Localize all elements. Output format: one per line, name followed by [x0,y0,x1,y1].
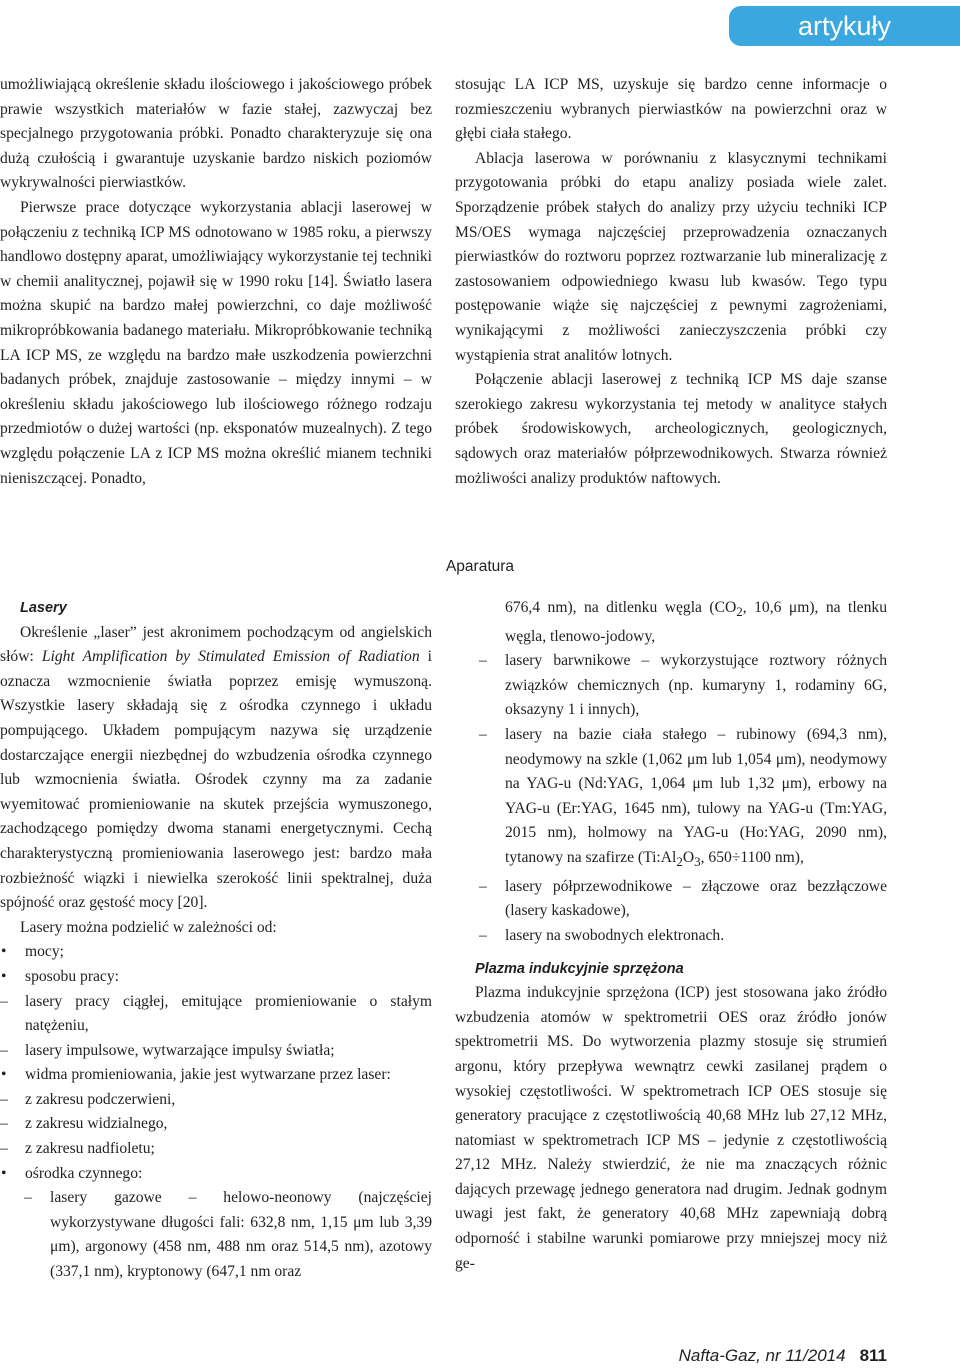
text-run: , 10,6 μm), na tlenku węgla, tlenowo-jodowy, [505,599,887,645]
subscript: 3 [694,854,701,870]
text-run: lasery na bazie ciała stałego – rubinowy (694,3 nm), neodymowy na szkle (1,062 μm lub 1,054 μm), neodymowy na YAG-u (Nd:YAG, 1,064 μm lub 1,32 μm), erbowy na YAG-u (Er:YAG, 1645 nm), tulowy na YAG-u (Tm:YAG, 2015 nm), holmowy na YAG-u (Ho:YAG, 2090 nm), tytanowy na szafirze (Ti:Al [505,726,887,867]
page-footer [0,1344,887,1368]
subsection-heading-plazma: Plazma indukcyjnie sprzężona [475,960,684,977]
paragraph: Ablacja laserowa w porównaniu z klasycznymi technikami przygotowania próbki do etapu analizy posiada wiele zalet. Sporządzenie próbek stałych do analizy przy użyciu techniki ICP MS/OES wymaga najczęściej przeprowadzenia oznaczanych pierwiastków do roztworu poprzez roztwarzanie lub mineralizację z zastosowaniem odpowiedniego kwasu lub kwasów. Tego typu postępowanie wiąże się najczęściej z pewnymi zagrożeniami, wynikającymi z możliwości zanieczyszczenia próbki czy wystąpienia strat analitów lotnych. [455,149,887,364]
paragraph: stosując LA ICP MS, uzyskuje się bardzo cenne informacje o rozmieszczeniu wybranych pierwiastków na powierzchni oraz w głębi ciała stałego. [455,76,887,143]
subsection-heading-lasery: Lasery [20,600,67,616]
paragraph: umożliwiającą określenie składu ilościowego i jakościowego próbek prawie wszystkich materiałów w fazie stałej, zazwyczaj bez specjalnego przygotowania próbki. Ponadto charakteryzuje się ona dużą czułością i gwarantuje uzyskanie bardzo niskich poziomów wykrywalności pierwiastków. [0,76,432,192]
section-tab: artykuły [729,6,960,46]
sublist [0,1088,432,1162]
list-item: – z zakresu nadfioletu; [0,1137,432,1162]
paragraph: Plazma indukcyjnie sprzężona (ICP) jest stosowana jako źródło wzbudzenia atomów w spektrometrii OES oraz źródło jonów spektrometrii MS. Do wytworzenia plazmy stosuje się strumień argonu, który przepływa wewnątrz cewki zasilanej prądem o wysokiej częstotliwości. W spektrometrach ICP OES stosuje się generatory pracujące z częstotliwością 40,68 MHz lub 27,12 MHz, natomiast w spektrometrach ICP MS – jedynie z częstotliwością 27,12 MHz. Należy stwierdzić, że nie ma znaczących różnic dających przewagę jednego generatora nad drugim. Jednak godnym uwagi jest fakt, że generatory 40,68 MHz zapewniają dobrą odporność i stabilne warunki pomiarowe przy mniejszej mocy niż ge- [455,984,887,1272]
list-item [455,723,887,875]
section-heading: Aparatura [445,558,515,575]
text-run: 676,4 nm), na ditlenku węgla (CO [505,599,737,616]
list-item: • ośrodka czynnego: [0,1162,432,1187]
text-run: Określenie „laser” jest akronimem pochodzącym od angielskich słów: [0,623,432,666]
text-run: i oznacza wzmocnienie światła poprzez emisję wymuszoną. Wszystkie lasery składają się z ośrodka czynnego i układu pompującego. Układem pompującym nazywa się urządzenie dostarczające energii niezbędnej do wzbudzenia ośrodka czynnego lub wzmocnienia światła. Ośrodek czynny ma za zadanie wyemitować promieniowanie na skutek przejścia wymuszonego, zachodzącego pomiędzy dwoma stanami energetycznymi. Cechą charakterystyczną promieniowania laserowego jest: bardzo mała rozbieżność wiązki i niewielka szerokość linii spektralnej, duża spójność oraz gęstość mocy [20]. [0,648,432,912]
laser-classification-list [0,940,432,989]
list-item: – lasery gazowe – helowo-neonowy (najczęściej wykorzystywane długości fali: 632,8 nm, 1,15 μm lub 3,39 μm), argonowy (458 nm, 488 nm oraz 514,5 nm), azotowy (337,1 nm), kryptonowy (647,1 nm oraz [0,1186,432,1284]
list-item: – lasery na swobodnych elektronach. [455,924,887,949]
sublist [0,1186,432,1284]
page-number: 811 [859,1346,887,1365]
list-item: – z zakresu podczerwieni, [0,1088,432,1113]
list-item: • widma promieniowania, jakie jest wytwarzane przez laser: [0,1063,432,1088]
subscript: 2 [736,604,743,620]
list-item: • mocy; [0,940,432,965]
intro-column-right [455,73,887,491]
list-item: – lasery półprzewodnikowe – złączowe oraz bezzłączowe (lasery kaskadowe), [455,875,887,924]
laser-classification-list [0,1063,432,1088]
paragraph: Pierwsze prace dotyczące wykorzystania ablacji laserowej w połączeniu z techniką ICP MS odnotowano w 1985 roku, a pierwszy handlowo dostępny aparat, umożliwiający wykorzystanie tej techniki w chemii analitycznej, pojawił się w 1990 roku [14]. Światło lasera można skupić na bardzo małej powierzchni, co daje możliwość mikropróbkowania badanego materiału. Mikropróbkowanie techniką LA ICP MS, ze względu na bardzo małe uszkodzenia powierzchni badanych próbek, znajduje zastosowanie – między innymi – w określeniu składu jakościowego lub ilościowego różnego rodzaju przedmiotów o dużej wartości (np. eksponatów muzealnych). Z tego względu połączenie LA z ICP MS można określić mianem techniki nieniszczącej. Ponadto, [0,198,432,487]
laser-classification-list [0,1162,432,1187]
list-item-continuation [455,596,887,649]
aparatura-column-right [455,596,887,1276]
paragraph: Lasery można podzielić w zależności od: [20,918,277,936]
text-run: O [682,849,695,867]
paragraph [0,621,432,916]
list-item: – lasery impulsowe, wytwarzające impulsy światła; [0,1039,432,1064]
list-item: – lasery pracy ciągłej, emitujące promieniowanie o stałym natężeniu, [0,990,432,1039]
list-item: • sposobu pracy: [0,965,432,990]
journal-reference: Nafta-Gaz, nr 11/2014 [678,1346,846,1365]
sublist [455,649,887,948]
list-item: – z zakresu widzialnego, [0,1112,432,1137]
emphasis: Light Amplification by Stimulated Emission of Radiation [41,648,420,666]
list-item: – lasery barwnikowe – wykorzystujące roztwory różnych związków chemicznych (np. kumaryny 1, rodaminy 6G, oksazyny 1 i innych), [455,649,887,723]
subscript: 2 [676,854,683,870]
paragraph: Połączenie ablacji laserowej z techniką ICP MS daje szanse szerokiego zakresu wykorzystania tej metody w analityce stałych próbek środowiskowych, archeologicznych, geologicznych, sądowych oraz materiałów półprzewodnikowych. Stwarza również możliwości analizy produktów naftowych. [455,371,887,487]
aparatura-column-left [0,596,432,1285]
intro-column-left [0,73,432,491]
sublist [0,990,432,1064]
text-run: , 650÷1100 nm), [700,849,804,867]
